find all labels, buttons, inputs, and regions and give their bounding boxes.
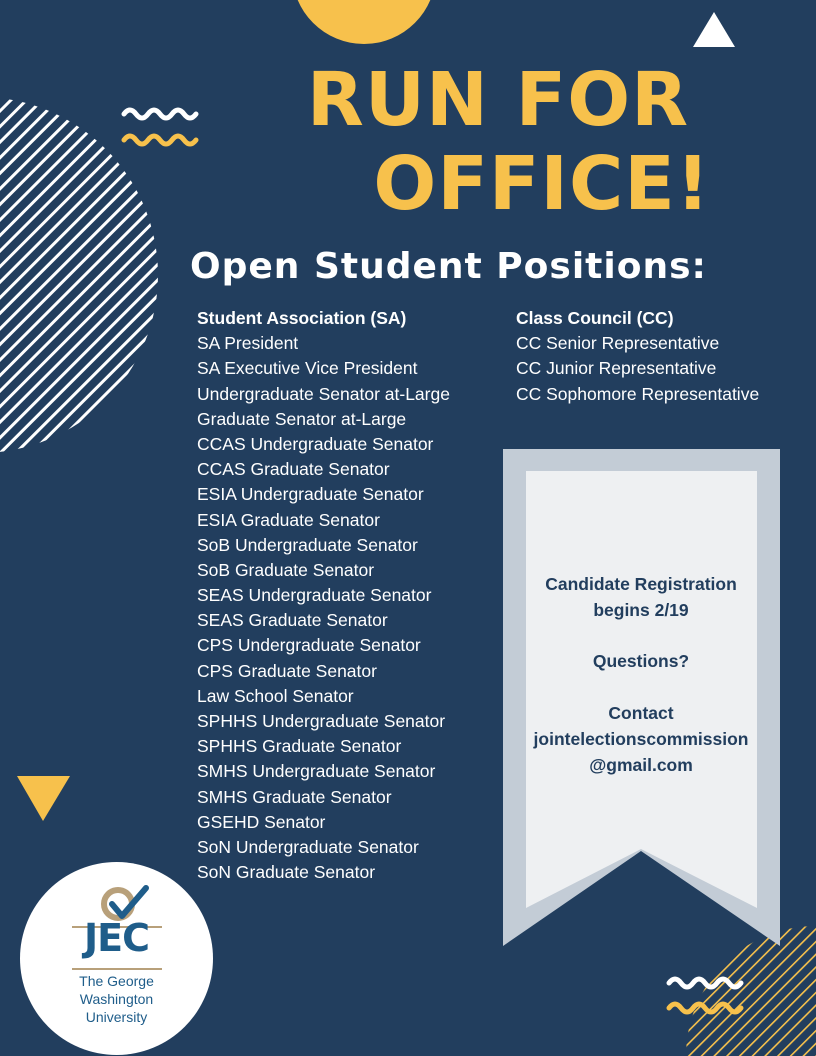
headline-line-1: RUN FOR bbox=[306, 57, 690, 143]
registration-line-1: Candidate Registration bbox=[545, 574, 737, 594]
striped-circle-decoration bbox=[0, 97, 158, 453]
list-item: CC Junior Representative bbox=[516, 358, 717, 379]
contact-email-line-1[interactable]: jointelectionscommission bbox=[533, 728, 749, 749]
logo-university-name bbox=[20, 972, 213, 1026]
list-item: GSEHD Senator bbox=[197, 811, 326, 832]
list-item: SMHS Graduate Senator bbox=[197, 786, 392, 807]
list-item: CCAS Graduate Senator bbox=[197, 459, 390, 480]
yellow-wave-decoration bbox=[124, 136, 196, 144]
jec-logo bbox=[20, 862, 213, 1055]
list-item: ESIA Graduate Senator bbox=[197, 509, 380, 530]
logo-university-line-1: The George bbox=[79, 973, 154, 989]
list-item: SEAS Graduate Senator bbox=[197, 610, 388, 631]
list-item: Law School Senator bbox=[197, 685, 354, 706]
logo-university-line-2: Washington bbox=[79, 991, 154, 1007]
list-item: SPHHS Graduate Senator bbox=[197, 736, 402, 757]
questions-text: Questions? bbox=[592, 651, 690, 672]
list-item: CPS Undergraduate Senator bbox=[197, 635, 421, 656]
list-item: Undergraduate Senator at-Large bbox=[197, 383, 450, 404]
list-item: CC Sophomore Representative bbox=[516, 383, 760, 404]
list-item: SoB Undergraduate Senator bbox=[197, 534, 418, 555]
list-item: Graduate Senator at-Large bbox=[197, 408, 407, 429]
student-association-list bbox=[197, 306, 450, 885]
list-item: SEAS Undergraduate Senator bbox=[197, 585, 432, 606]
white-triangle-decoration bbox=[693, 12, 735, 47]
list-item: SoB Graduate Senator bbox=[197, 559, 375, 580]
headline-line-2: OFFICE! bbox=[373, 141, 711, 227]
contact-text: Contact bbox=[608, 702, 674, 723]
gold-striped-circle-decoration bbox=[686, 926, 816, 1056]
list-item: SMHS Undergraduate Senator bbox=[197, 761, 436, 782]
yellow-circle-decoration bbox=[292, 0, 436, 44]
class-council-heading: Class Council (CC) bbox=[516, 308, 674, 328]
list-item: SA Executive Vice President bbox=[197, 358, 418, 379]
list-item: ESIA Undergraduate Senator bbox=[197, 484, 424, 505]
list-item: SA President bbox=[197, 333, 299, 354]
logo-university-line-3: University bbox=[85, 1009, 148, 1025]
list-item: SoN Undergraduate Senator bbox=[197, 836, 419, 857]
list-item: SPHHS Undergraduate Senator bbox=[197, 711, 446, 731]
list-item: CC Senior Representative bbox=[516, 333, 720, 354]
white-wave-decoration bbox=[124, 110, 196, 118]
list-item: CCAS Undergraduate Senator bbox=[197, 433, 434, 454]
yellow-triangle-decoration bbox=[17, 776, 70, 821]
list-item: CPS Graduate Senator bbox=[197, 660, 377, 681]
student-association-heading: Student Association (SA) bbox=[197, 308, 407, 328]
list-item: SoN Graduate Senator bbox=[197, 862, 376, 883]
logo-acronym: JEC bbox=[84, 916, 149, 960]
registration-info bbox=[526, 572, 756, 778]
registration-line-2: begins 2/19 bbox=[593, 599, 689, 620]
section-title: Open Student Positions: bbox=[190, 246, 707, 287]
class-council-list bbox=[516, 306, 759, 407]
contact-email-line-2[interactable]: @gmail.com bbox=[589, 754, 693, 775]
